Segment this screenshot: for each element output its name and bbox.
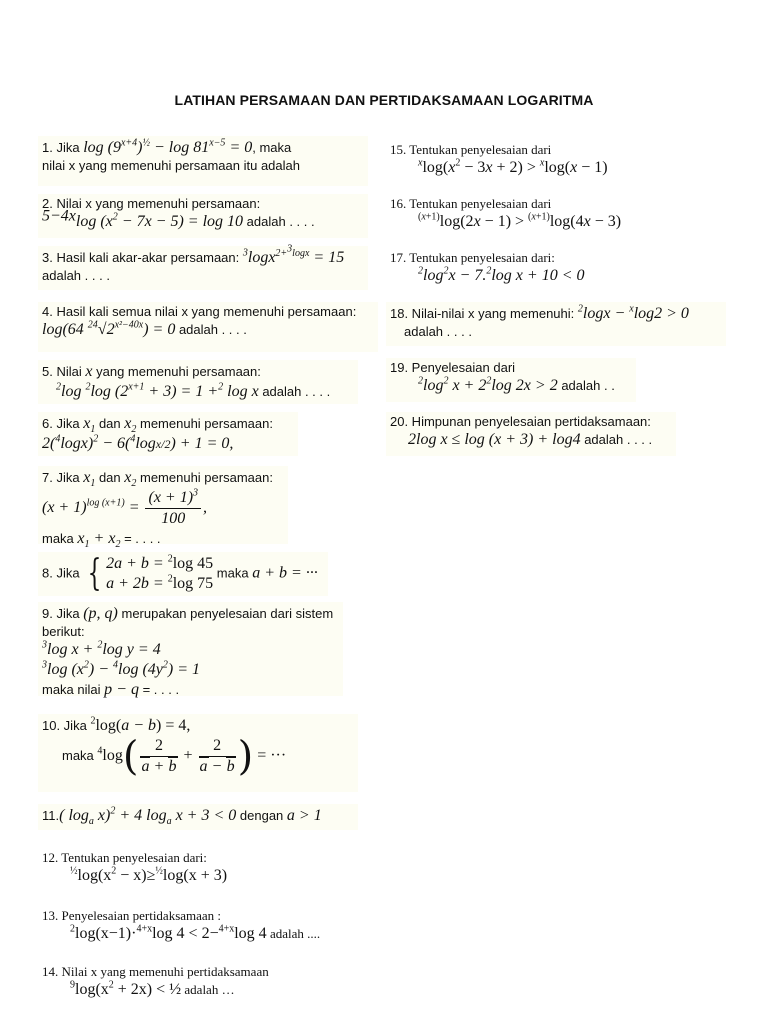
question-11: 11.( $\log_a x)^2 + 4$ $\log_a x + 3 < 0$ dengan a > 1 — [38, 804, 358, 830]
q17-inequality: $^2\log^2x - 7.^2\log$ x + 10 < 0 — [418, 265, 585, 285]
question-1: 1. Jika $\log (9^{x+4})^{\frac{1}{2}} - \log 81^{x-5} = 0$, maka nilai x yang memenuhi persamaan itu adalah — [38, 136, 368, 186]
q18-inequality: $^2$logx − $^x$log2 > 0 — [577, 303, 689, 322]
question-12: 12. Tentukan penyelesaian dari: $^{\frac{1}{2}}\log(x^2 - x)\ge^{\frac{1}{2}}\log(x + 3)$ — [38, 848, 318, 896]
q16-inequality: $^{(x+1)}$log(2x − 1) > $^{(x+1)}$log(4x − 3) — [418, 211, 622, 231]
question-3: 3. Hasil kali akar-akar persamaan: $^3$logx$^{2+^3logx}$ = 15 adalah . . . . — [38, 246, 368, 290]
q20-inequality: 2log x ≤ log (x + 3) + log4 — [408, 431, 581, 449]
question-19: 19. Penyelesaian dari $^2\log^2$ $x + 2^2\log$ 2x > 2 adalah . . — [386, 358, 636, 402]
q6-equation: $2(^4\log x)^2 - 6(^4\log x/2) + 1 = 0$, — [42, 433, 234, 452]
q3-equation: $^3$logx$^{2+^3logx}$ = 15 — [242, 243, 345, 266]
q5-equation: $^2$log $^2$log $(2^{x+1} + 3) = 1 +^2$ log x — [56, 381, 259, 400]
question-8: 8. Jika { 2a + b = $^2$log 45 a + 2b = $^2$log 75 maka a + b = ··· — [38, 552, 328, 596]
question-6: 6. Jika $x_1$ dan $x_2$ memenuhi persamaan: $2(^4\log x)^2 - 6(^4\log x/2) + 1 = 0$, — [38, 412, 298, 456]
question-10: 10. Jika $^2$log(a − b) = 4, maka $^4$log( $\frac{2}{a + b}$ + $\frac{2}{a - b}$ ) = ··· — [38, 714, 358, 792]
q10-condition: $^2$log(a − b) = 4, — [90, 715, 191, 734]
q12-inequality: $^{\frac{1}{2}}\log(x^2 - x)\ge^{\frac{1}{2}}\log(x + 3)$ — [70, 865, 228, 885]
page-title: LATIHAN PERSAMAAN DAN PERTIDAKSAMAAN LOGARITMA — [174, 92, 594, 108]
q13-inequality: $^2$log(x−1)·$^{4+x}$log 4 < 2−$^{4+x}$log 4 — [70, 923, 267, 943]
question-7: 7. Jika $x_1$ dan $x_2$ memenuhi persamaan: $(x + 1)^{log (x+1)}$ = $\frac{(x + 1)^3}{100}$ , maka $x_1 + x_2$ = . . . . — [38, 466, 288, 544]
q19-inequality: $^2\log^2$ $x + 2^2\log$ 2x > 2 — [418, 375, 558, 395]
q9-eq2: $^3$log $(x^2) - ^4\log$ $(4y^2) = 1$ — [42, 659, 200, 679]
q9-eq1: $^3$log x + $^2$log y = 4 — [42, 639, 161, 659]
q15-inequality: $^x\log(x^2 - 3x + 2) > ^x\log(x - 1)$ — [418, 157, 608, 177]
question-5: 5. Nilai x yang memenuhi persamaan: $^2$log $^2$log $(2^{x+1} + 3) = 1 +^2$ log x adalah . . . . — [38, 360, 358, 404]
question-13: 13. Penyelesaian pertidaksamaan : $^2$log(x−1)·$^{4+x}$log 4 < 2−$^{4+x}$log 4 adalah .... — [38, 906, 358, 950]
question-16: 16. Tentukan penyelesaian dari $^{(x+1)}$log(2x − 1) > $^{(x+1)}$log(4x − 3) — [386, 194, 686, 242]
question-20: 20. Himpunan penyelesaian pertidaksamaan: 2log x ≤ log (x + 3) + log4 adalah . . . . — [386, 412, 676, 456]
q1-equation: $\log (9^{x+4})^{\frac{1}{2}} - \log 81^{x-5} = 0$ — [83, 137, 253, 156]
q7-equation: $(x + 1)^{log (x+1)}$ = $\frac{(x + 1)^3}{100}$ , — [42, 487, 208, 527]
question-9: 9. Jika (p, q) merupakan penyelesaian dari sistem berikut: $^3$log x + $^2$log y = 4 $^3$log $(x^2) - ^4\log$ $(4y^2) = 1$ maka nilai p − q = . . . . — [38, 602, 343, 696]
question-14: 14. Nilai x yang memenuhi pertidaksamaan $^9\log(x^2 + 2x)$ < ½ adalah … — [38, 962, 338, 1006]
q14-inequality: $^9\log(x^2 + 2x)$ < ½ — [70, 979, 182, 999]
question-2: 2. Nilai x yang memenuhi persamaan: $^{5-4x}$log $(x^2 - 7x - 5) = \log 10$ adalah . . . . — [38, 194, 368, 238]
q4-equation: log(64 $^{24}√2^{x^2-40x}) = 0$ — [42, 319, 176, 339]
q2-equation: $\log (x^2 - 7x - 5) = \log 10$ — [75, 211, 244, 231]
question-17: 17. Tentukan penyelesaian dari: $^2\log^2x - 7.^2\log$ x + 10 < 0 — [386, 248, 646, 292]
q8-system: 2a + b = $^2$log 45 a + 2b = $^2$log 75 — [106, 553, 214, 592]
question-4: 4. Hasil kali semua nilai x yang memenuhi persamaan: log(64 $^{24}√2^{x^2-40x}) = 0$ adalah . . . . — [38, 302, 378, 352]
question-18: 18. Nilai-nilai x yang memenuhi: $^2$logx − $^x$log2 > 0 adalah . . . . — [386, 302, 726, 346]
q10-expression: $^4$log( $\frac{2}{a + b}$ + $\frac{2}{a - b}$ ) = ··· — [97, 733, 287, 780]
question-15: 15. Tentukan penyelesaian dari $^x\log(x^2 - 3x + 2) > ^x\log(x - 1)$ — [386, 140, 686, 184]
q11-inequality: ( $\log_a x)^2 + 4$ $\log_a x + 3 < 0$ — [59, 805, 237, 828]
